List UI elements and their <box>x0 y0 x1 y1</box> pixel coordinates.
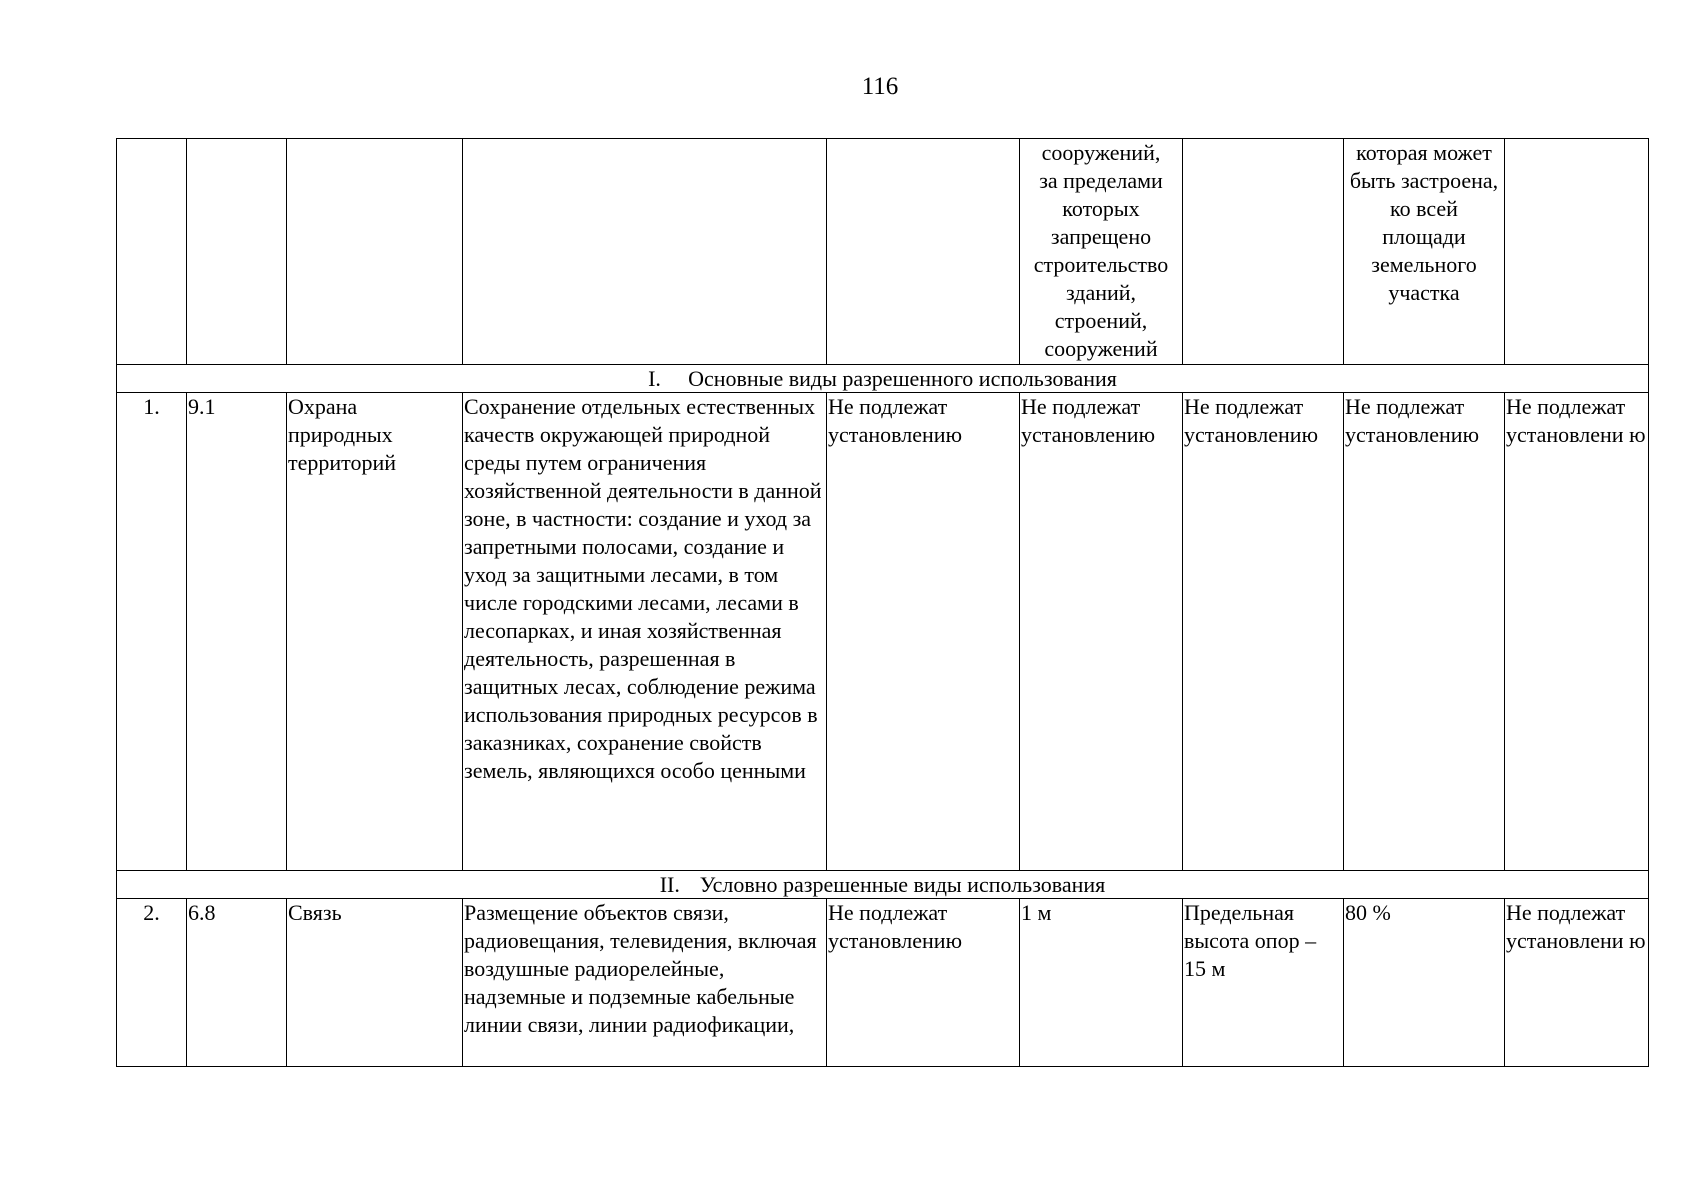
row-col5: Не подлежат установлению <box>827 899 1020 1067</box>
section-heading <box>117 365 1649 393</box>
section-heading-row <box>117 365 1649 393</box>
table-row <box>117 393 1649 871</box>
table-row <box>117 899 1649 1067</box>
cell-empty <box>827 139 1020 365</box>
row-col9: Не подлежат установлени ю <box>1505 393 1649 871</box>
row-col8: 80 % <box>1344 899 1505 1067</box>
section-title: Условно разрешенные виды использования <box>699 872 1106 897</box>
row-number: 2. <box>117 899 187 1067</box>
zoning-regulations-table <box>116 138 1649 1067</box>
continuation-row <box>117 139 1649 365</box>
row-code: 6.8 <box>187 899 287 1067</box>
section-number: II. <box>659 872 680 897</box>
row-name: Охрана природных территорий <box>287 393 463 871</box>
row-col7: Предельная высота опор – 15 м <box>1183 899 1344 1067</box>
row-name: Связь <box>287 899 463 1067</box>
section-title: Основные виды разрешенного использования <box>688 366 1117 391</box>
cell-empty <box>287 139 463 365</box>
section-heading <box>117 871 1649 899</box>
row-number: 1. <box>117 393 187 871</box>
section-number: I. <box>648 366 661 391</box>
cell-empty <box>1505 139 1649 365</box>
row-col6: Не подлежат установлению <box>1020 393 1183 871</box>
row-col7: Не подлежат установлению <box>1183 393 1344 871</box>
page-number: 116 <box>861 73 899 100</box>
cell-empty <box>463 139 827 365</box>
cell-empty <box>1183 139 1344 365</box>
row-col9: Не подлежат установлени ю <box>1505 899 1649 1067</box>
row-col5: Не подлежат установлению <box>827 393 1020 871</box>
row-description: Размещение объектов связи, радиовещания, телевидения, включая воздушные радиорелейные, надземные и подземные кабельные линии связи, линии радиофикации, <box>463 899 827 1067</box>
row-col8: Не подлежат установлению <box>1344 393 1505 871</box>
header-cell-coverage: которая может быть застроена, ко всей площади земельного участка <box>1344 139 1505 365</box>
cell-empty <box>117 139 187 365</box>
cell-empty <box>187 139 287 365</box>
row-code: 9.1 <box>187 393 287 871</box>
section-heading-row <box>117 871 1649 899</box>
row-col6: 1 м <box>1020 899 1183 1067</box>
row-description: Сохранение отдельных естественных качеств окружающей природной среды путем ограничения хозяйственной деятельности в данной зоне, в частности: создание и уход за запретными полосами, создание и уход за защитными лесами, в том числе городскими лесами, лесами в лесопарках, и иная хозяйственная деятельность, разрешенная в защитных лесах, соблюдение режима использования природных ресурсов в заказниках, сохранение свойств земель, являющихся особо ценными <box>463 393 827 871</box>
header-cell-setbacks: сооружений, за пределами которых запрещено строительство зданий, строений, сооружений <box>1020 139 1183 365</box>
